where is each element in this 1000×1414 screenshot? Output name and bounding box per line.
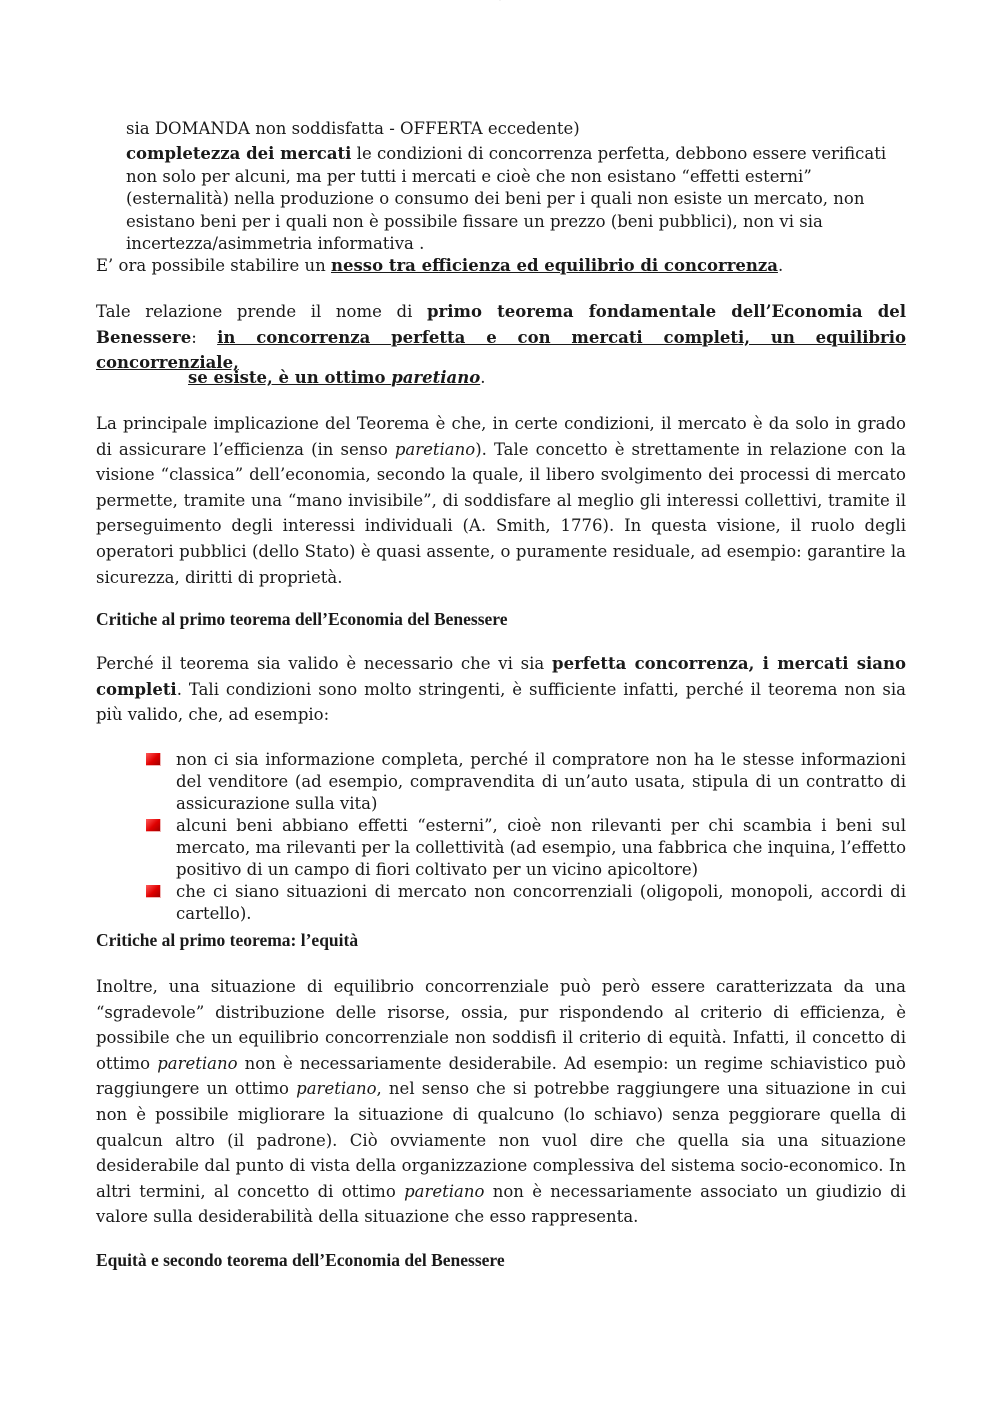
equity-paretiano: paretiano (296, 1079, 377, 1099)
equity-paretiano: paretiano (404, 1181, 485, 1201)
implication-text-continued: ). Tale concetto è strettamente in relazione con la visione “classica” dell’economia, secondo la quale, il libero svolgimento dei processi di mercato permette, tramite una “mano invisibile”, di soddisfare al meglio gli interessi collettivi, tramite il perseguimento degli interessi individuali (A. Smith, 1776). In questa visione, il ruolo degli operatori pubblici (dello Stato) è quasi assente, o puramente residuale, ad esempio: garantire la sicurezza, diritti di proprietà. (96, 439, 906, 587)
completeness-text: le condizioni di concorrenza perfetta, debbono essere verificati non solo per alcuni, ma per tutti i mercati e cioè che non esistano “effetti esterni” (esternalità) nella produzione o consumo dei beni per i quali non esiste un mercato, non esistano beni per i quali non è possibile fissare un prezzo (beni pubblici), non vi sia incertezza/asimmetria informativa . (126, 144, 887, 253)
completeness-term: completezza dei mercati (126, 144, 352, 163)
second-theorem-heading: Equità e secondo teorema dell’Economia del Benessere (96, 1250, 505, 1270)
implication-text: La principale implicazione del Teorema è che, in certe condizioni, il mercato è da solo in grado di assicurare l’efficienza (in senso (96, 414, 906, 459)
list-item (146, 881, 906, 925)
theorem-colon: : (191, 327, 218, 347)
bullet-text: non ci sia informazione completa, perché il compratore non ha le stesse informazioni del venditore (ad esempio, compravendita di un’auto usata, stipula di un contratto di assicurazione sulla vita) (176, 750, 906, 813)
intro-line: sia DOMANDA non soddisfatta - OFFERTA eccedente) (126, 119, 580, 138)
bullet-text: alcuni beni abbiano effetti “esterni”, cioè non rilevanti per chi scambia i beni sul mercato, ma rilevanti per la collettività (ad esempio, una fabbrica che inquina, l’effetto positivo di un campo di fiori coltivato per un vicino apicoltore) (176, 816, 906, 879)
theorem-statement-part: se esiste, è un ottimo (188, 368, 392, 387)
theorem-paragraph (96, 299, 906, 376)
critiques-heading: Critiche al primo teorema dell’Economia del Benessere (96, 609, 508, 629)
equity-text: non è necessariamente associato un giudizio di valore sulla desiderabilità della situazione che esso rappresenta. (96, 1181, 906, 1227)
link-prefix: E’ ora possibile stabilire un (96, 256, 331, 275)
critiques-separator: , (748, 654, 763, 673)
link-emphasis: nesso tra efficienza ed equilibrio di concorrenza (331, 256, 778, 275)
bullet-marker-icon (146, 885, 161, 898)
bullet-text: che ci siano situazioni di mercato non concorrenziali (oligopoli, monopoli, accordi di cartello). (176, 882, 906, 923)
theorem-period: . (480, 368, 486, 387)
list-item (146, 815, 906, 881)
theorem-paretiano: paretiano (391, 368, 481, 387)
critiques-bullet-list (146, 749, 906, 925)
equity-paragraph (96, 974, 906, 1230)
perfect-competition-term: perfetta concorrenza (552, 654, 749, 673)
list-item (146, 749, 906, 815)
theorem-prefix: Tale relazione prende il nome di (96, 302, 428, 321)
implication-paragraph (96, 411, 906, 590)
bullet-marker-icon (146, 819, 161, 832)
theorem-statement-continued (188, 367, 485, 389)
equity-text: , nel senso che si potrebbe raggiungere una situazione in cui non è possibile migliorare la situazione di qualcuno (lo schiavo) senza peggiorare quella di qualcun altro (il padrone). Ciò ovviamente non vuol dire che quella sia una situazione desiderabile dal punto di vista della organizzazione complessiva del sistema socio-economico. In altri termini, al concetto di ottimo (96, 1079, 906, 1201)
efficiency-link-line (96, 255, 783, 277)
theorem-statement: in concorrenza perfetta e con mercati completi, un equilibrio concorrenziale, (96, 327, 906, 373)
bullet-marker-icon (146, 753, 161, 766)
equity-text: non è necessariamente desiderabile. Ad esempio: un regime schiavistico può raggiungere un ottimo (96, 1053, 906, 1099)
theorem-name: primo teorema fondamentale dell’Economia del Benessere (96, 302, 907, 347)
critiques-text-continued: . Tali condizioni sono molto stringenti, è sufficiente infatti, perché il teorema non sia più valido, che, ad esempio: (96, 679, 906, 725)
link-suffix: . (777, 256, 784, 275)
critiques-text: Perché il teorema sia valido è necessario che vi sia (96, 654, 553, 673)
equity-heading: Critiche al primo teorema: l’equità (96, 930, 359, 950)
complete-markets-term: i mercati siano completi (96, 654, 906, 699)
header-mark: — (499, 0, 501, 2)
completeness-paragraph (126, 143, 906, 256)
equity-text: Inoltre, una situazione di equilibrio concorrenziale può però essere caratterizzata da una “sgradevole” distribuzione delle risorse, ossia, pur rispondendo al criterio di efficienza, è possibile che un equilibrio concorrenziale non soddisfi il criterio di equità. Infatti, il concetto di ottimo (96, 977, 906, 1073)
implication-paretiano: paretiano (394, 439, 476, 459)
critiques-paragraph (96, 651, 906, 728)
equity-paretiano: paretiano (157, 1053, 238, 1073)
